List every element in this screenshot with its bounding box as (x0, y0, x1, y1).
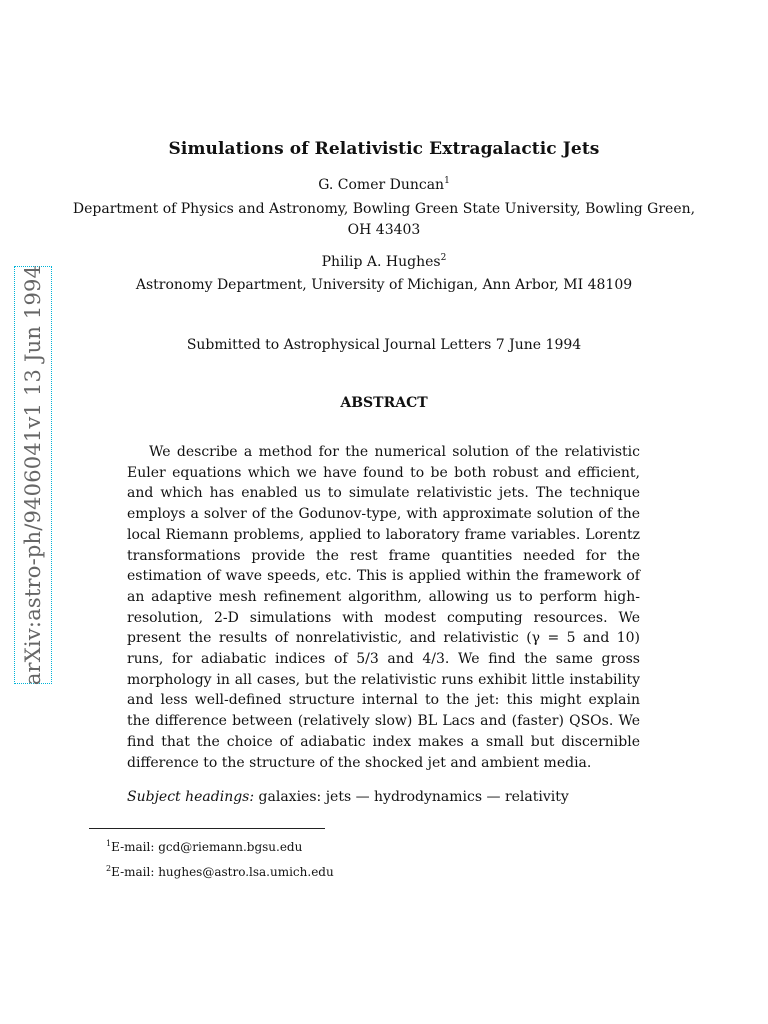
author-1-affiliation (0, 199, 768, 241)
arxiv-identifier: arXiv:astro-ph/9406041v1 13 Jun 1994 (21, 264, 45, 686)
footnote-2-mark: 2 (106, 864, 112, 873)
abstract-body: We describe a method for the numerical solution of the relativistic Euler equations which we have found to be both robust and efficient, and which has enabled us to simulate relativistic jets. The technique employs a solver of the Godunov-type, with approximate solution of the local Riemann problems, applied to laboratory frame variables. Lorentz transformations provide the rest frame quantities needed for the estimation of wave speeds, etc. This is applied within the framework of an adaptive mesh refinement algorithm, allowing us to perform high-resolution, 2-D simulations with modest computing resources. We present the results of nonrelativistic, and relativistic (γ = 5 and 10) runs, for adiabatic indices of 5/3 and 4/3. We find the same gross morphology in all cases, but the relativistic runs exhibit little instability and less well-defined structure internal to the jet: this might explain the difference between (relatively slow) BL Lacs and (faster) QSOs. We find that the choice of adiabatic index makes a small but discernible difference to the structure of the shocked jet and ambient media. (127, 444, 640, 771)
footnote-1 (106, 840, 302, 854)
author-2-name: Philip A. Hughes (321, 254, 441, 270)
author-1-affiliation-line-2: OH 43403 (347, 222, 421, 238)
footnote-2-text: E-mail: hughes@astro.lsa.umich.edu (111, 865, 334, 879)
author-1 (0, 177, 768, 193)
author-2-footnote-mark: 2 (440, 253, 447, 263)
author-2-affiliation (0, 275, 768, 296)
author-2 (0, 254, 768, 270)
submission-note: Submitted to Astrophysical Journal Letters 7 June 1994 (186, 337, 582, 353)
footnote-1-text: E-mail: gcd@riemann.bgsu.edu (111, 840, 303, 854)
footnote-2 (106, 865, 334, 879)
subject-headings (127, 789, 569, 805)
paper-title: Simulations of Relativistic Extragalactic Jets (168, 139, 600, 159)
subject-headings-label: Subject headings: (127, 789, 255, 805)
author-2-affiliation-line-1: Astronomy Department, University of Michigan, Ann Arbor, MI 48109 (135, 277, 633, 293)
footnote-rule (89, 828, 325, 829)
footnote-1-mark: 1 (106, 839, 112, 848)
abstract-heading: ABSTRACT (340, 395, 428, 411)
author-1-name: G. Comer Duncan (318, 177, 445, 193)
subject-headings-value: galaxies: jets — hydrodynamics — relativity (258, 789, 569, 805)
author-1-footnote-mark: 1 (444, 176, 450, 186)
author-1-affiliation-line-1: Department of Physics and Astronomy, Bowling Green State University, Bowling Green, (72, 201, 696, 217)
